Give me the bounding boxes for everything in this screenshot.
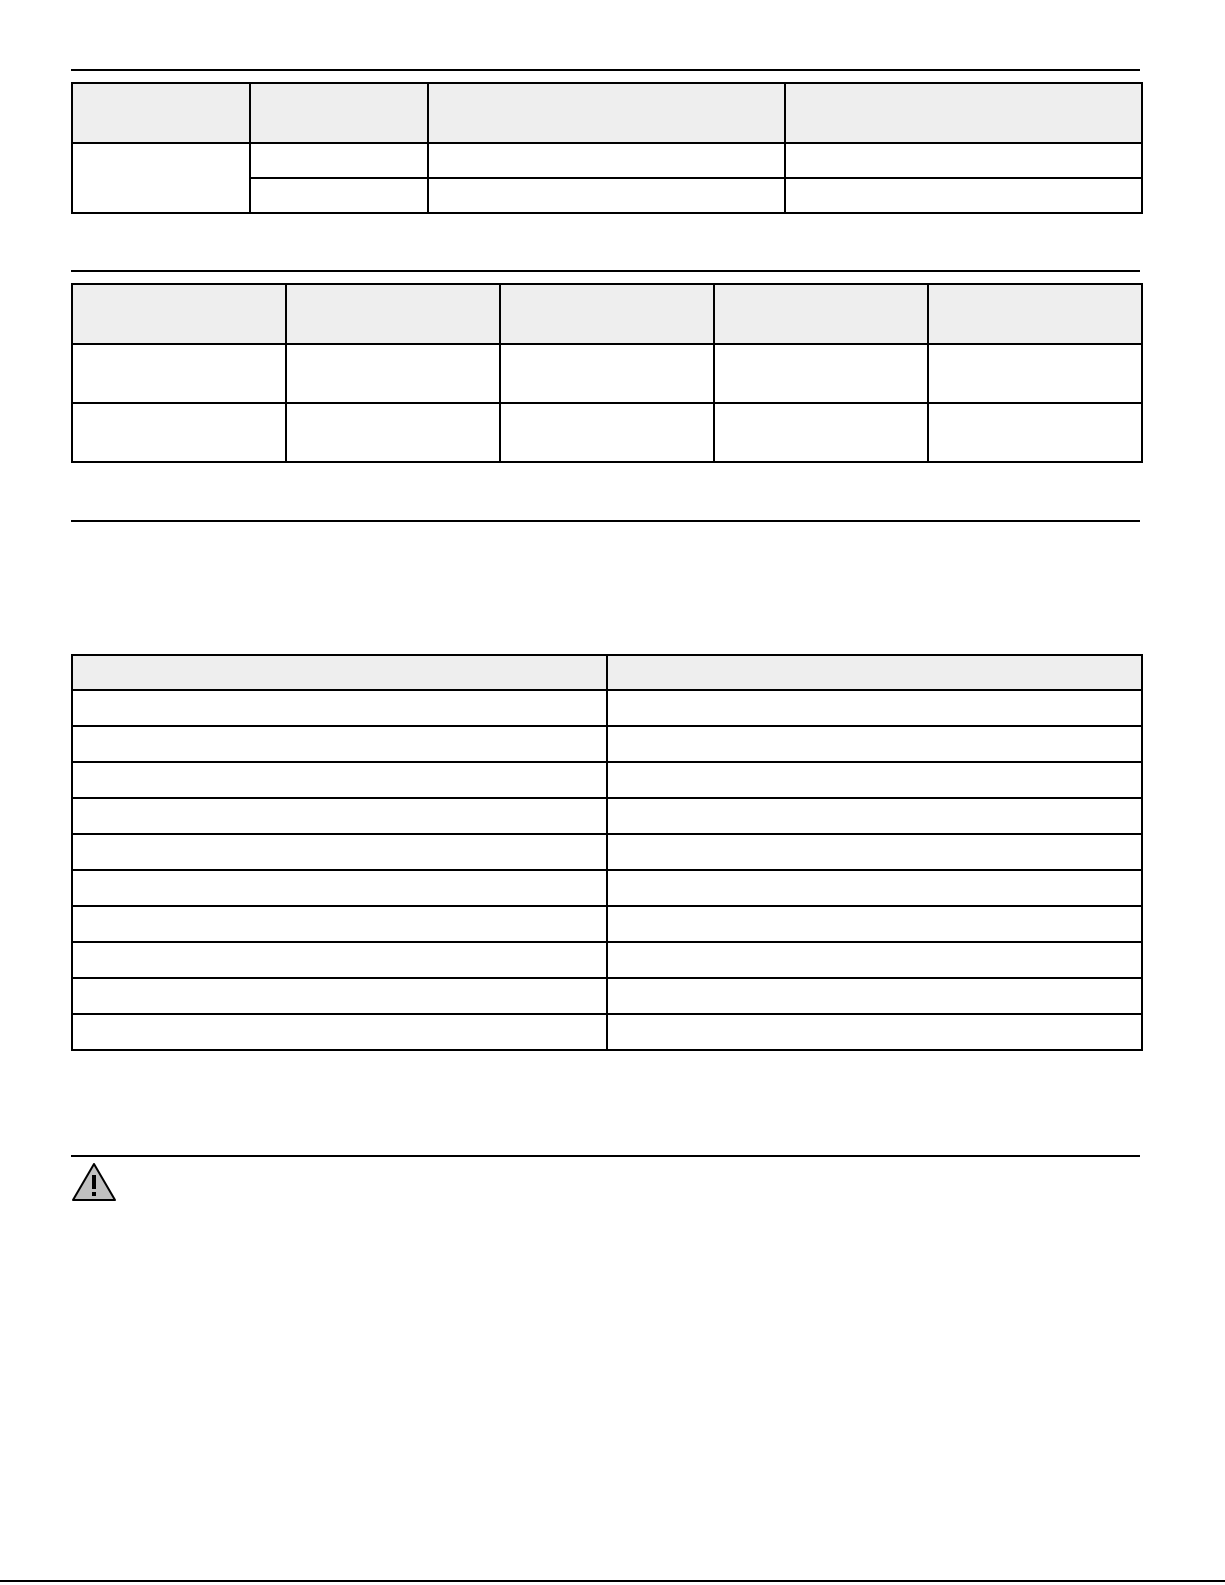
table-row	[72, 1014, 1142, 1050]
table-cell	[607, 1014, 1142, 1050]
table-cell	[785, 143, 1142, 178]
table-cell	[72, 906, 607, 942]
table-row	[72, 690, 1142, 726]
table-cell	[607, 798, 1142, 834]
table-cell	[714, 403, 928, 462]
table-cell	[714, 344, 928, 403]
table-cell	[72, 798, 607, 834]
header-cell	[250, 83, 428, 143]
section-rule-3	[71, 520, 1140, 522]
table-cell	[286, 403, 500, 462]
table-header-row	[72, 284, 1142, 344]
table-cell	[607, 834, 1142, 870]
table-cell	[500, 344, 714, 403]
header-cell	[428, 83, 785, 143]
header-cell	[72, 83, 250, 143]
warning-triangle-icon	[71, 1162, 117, 1202]
table-row	[72, 870, 1142, 906]
table-cell	[72, 403, 286, 462]
table-cell	[72, 690, 607, 726]
spec-table-2	[71, 283, 1143, 463]
table-cell	[607, 762, 1142, 798]
table-row	[72, 143, 1142, 178]
table-cell	[607, 942, 1142, 978]
table-cell	[785, 178, 1142, 213]
table-row	[72, 344, 1142, 403]
table-row	[72, 798, 1142, 834]
header-cell	[714, 284, 928, 344]
section-rule-4	[71, 1155, 1140, 1157]
table-cell	[72, 1014, 607, 1050]
table-row	[72, 403, 1142, 462]
table-cell	[607, 870, 1142, 906]
table-cell	[72, 942, 607, 978]
table-cell	[72, 344, 286, 403]
table-row	[72, 726, 1142, 762]
table-cell	[928, 344, 1142, 403]
table-cell	[607, 726, 1142, 762]
table-cell	[72, 870, 607, 906]
section-rule-2	[71, 270, 1140, 272]
table-cell	[72, 726, 607, 762]
table-row	[72, 762, 1142, 798]
table-header-row	[72, 83, 1142, 143]
header-cell	[72, 284, 286, 344]
header-cell	[500, 284, 714, 344]
header-cell	[607, 655, 1142, 690]
table-row	[72, 906, 1142, 942]
table-cell	[928, 403, 1142, 462]
spec-table-1	[71, 82, 1143, 214]
page-bottom-rule	[0, 1580, 1225, 1582]
table-cell	[428, 143, 785, 178]
table-row	[72, 978, 1142, 1014]
table-cell	[250, 178, 428, 213]
table-cell	[607, 906, 1142, 942]
table-cell	[500, 403, 714, 462]
header-cell	[785, 83, 1142, 143]
table-cell	[72, 143, 250, 213]
spec-table-3	[71, 654, 1143, 1051]
table-cell	[250, 143, 428, 178]
table-cell	[428, 178, 785, 213]
table-cell	[607, 690, 1142, 726]
table-header-row	[72, 655, 1142, 690]
table-cell	[607, 978, 1142, 1014]
table-cell	[72, 978, 607, 1014]
table-row	[72, 834, 1142, 870]
table-cell	[72, 834, 607, 870]
table-cell	[72, 762, 607, 798]
header-cell	[72, 655, 607, 690]
table-cell	[286, 344, 500, 403]
table-row	[72, 942, 1142, 978]
section-rule-1	[71, 69, 1140, 71]
header-cell	[286, 284, 500, 344]
header-cell	[928, 284, 1142, 344]
